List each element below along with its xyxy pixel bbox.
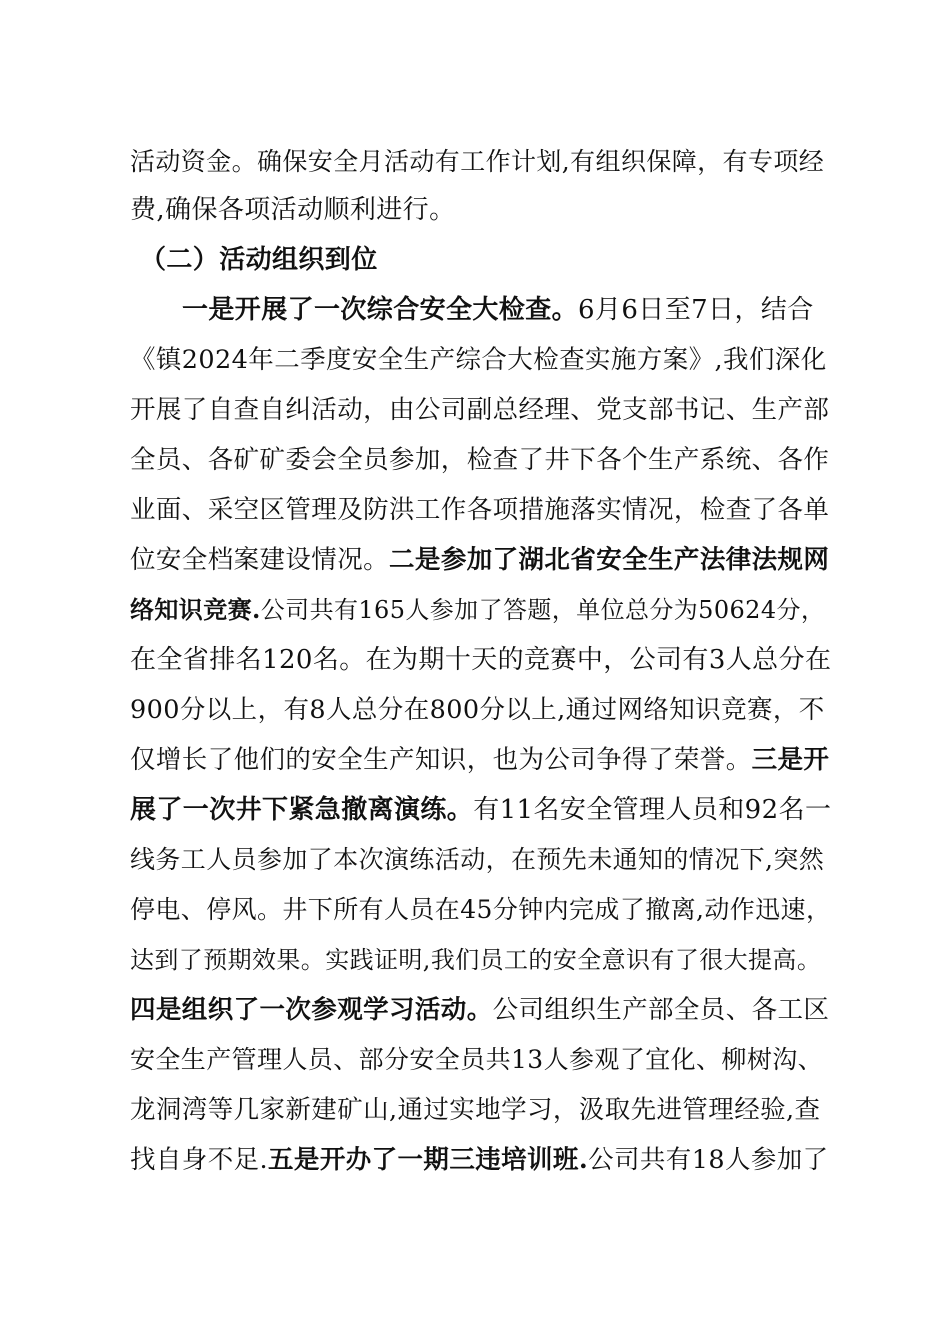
text-run: 公司共有165人参加了答题，单位总分为50624分， — [260, 596, 826, 624]
text-run: 6月6日至7日，结合 — [578, 295, 814, 325]
text-run: 线务工人员参加了本次演练活动，在预先未通知的情况下,突然 — [130, 845, 825, 874]
paragraph-line — [130, 490, 829, 530]
bold-text-run: 三是开 — [751, 745, 830, 775]
text-run: 活动资金。确保安全月活动有工作计划,有组织保障，有专项经 — [130, 147, 825, 176]
section-heading: （二）活动组织到位 — [140, 245, 378, 275]
bold-text-run: 展了一次井下紧急撤离演练。 — [130, 795, 474, 825]
bold-text-run: 四是组织了一次参观学习活动。 — [130, 995, 493, 1025]
paragraph-line — [130, 1090, 820, 1130]
bold-text-run: 五是开办了一期三违培训班. — [268, 1145, 589, 1175]
paragraph-line — [130, 340, 827, 380]
paragraph-line — [130, 740, 829, 780]
paragraph-line — [130, 940, 821, 980]
paragraph-line — [130, 440, 829, 480]
paragraph-line — [130, 990, 829, 1030]
paragraph-line — [130, 142, 824, 182]
text-run: 公司共有18人参加了 — [588, 1145, 829, 1175]
paragraph-line — [130, 690, 825, 730]
bold-text-run: 一是开展了一次综合安全大检查。 — [182, 295, 579, 325]
paragraph-line — [130, 1040, 823, 1080]
text-run: 全员、各矿矿委会全员参加，检查了井下各个生产系统、各作 — [130, 445, 830, 475]
text-run: 位安全档案建设情况。 — [130, 545, 390, 575]
text-run: 停电、停风。井下所有人员在45分钟内完成了撤离,动作迅速， — [130, 895, 832, 924]
text-run: 公司组织生产部全员、各工区 — [492, 995, 830, 1025]
text-run: 有11名安全管理人员和92名一 — [473, 795, 832, 825]
text-run: 安全生产管理人员、部分安全员共13人参观了宜化、柳树沟、 — [130, 1045, 824, 1074]
paragraph-line — [130, 790, 831, 830]
paragraph-line — [130, 890, 831, 930]
text-run: 开展了自查自纠活动，由公司副总经理、党支部书记、生产部 — [130, 395, 830, 425]
text-run: 费,确保各项活动顺利进行。 — [130, 195, 456, 225]
paragraph-line — [130, 840, 824, 880]
text-run: 900分以上，有8人总分在800分以上,通过网络知识竞赛，不 — [130, 695, 825, 725]
paragraph-line — [130, 190, 455, 230]
text-run: 在全省排名120名。在为期十天的竞赛中，公司有3人总分在 — [130, 645, 832, 675]
bold-text-run: 二是参加了湖北省安全生产法律法规网 — [389, 545, 830, 575]
paragraph-line — [130, 640, 831, 680]
paragraph-line — [130, 1140, 829, 1180]
text-run: 达到了预期效果。实践证明,我们员工的安全意识有了很大提高。 — [130, 946, 822, 974]
paragraph-line — [130, 390, 829, 430]
bold-text-run: 络知识竞赛. — [130, 595, 261, 624]
text-run: 《镇2024年二季度安全生产综合大检查实施方案》,我们深化 — [130, 345, 827, 375]
text-run: 龙洞湾等几家新建矿山,通过实地学习，汲取先进管理经验,查 — [130, 1095, 821, 1125]
text-run: 找自身不足. — [130, 1145, 269, 1175]
paragraph-line — [130, 590, 825, 630]
text-run: 仅增长了他们的安全生产知识，也为公司争得了荣誉。 — [130, 745, 752, 775]
text-run: 业面、采空区管理及防洪工作各项措施落实情况，检查了各单 — [130, 495, 830, 525]
paragraph-line — [130, 540, 829, 580]
paragraph-line — [182, 290, 814, 330]
